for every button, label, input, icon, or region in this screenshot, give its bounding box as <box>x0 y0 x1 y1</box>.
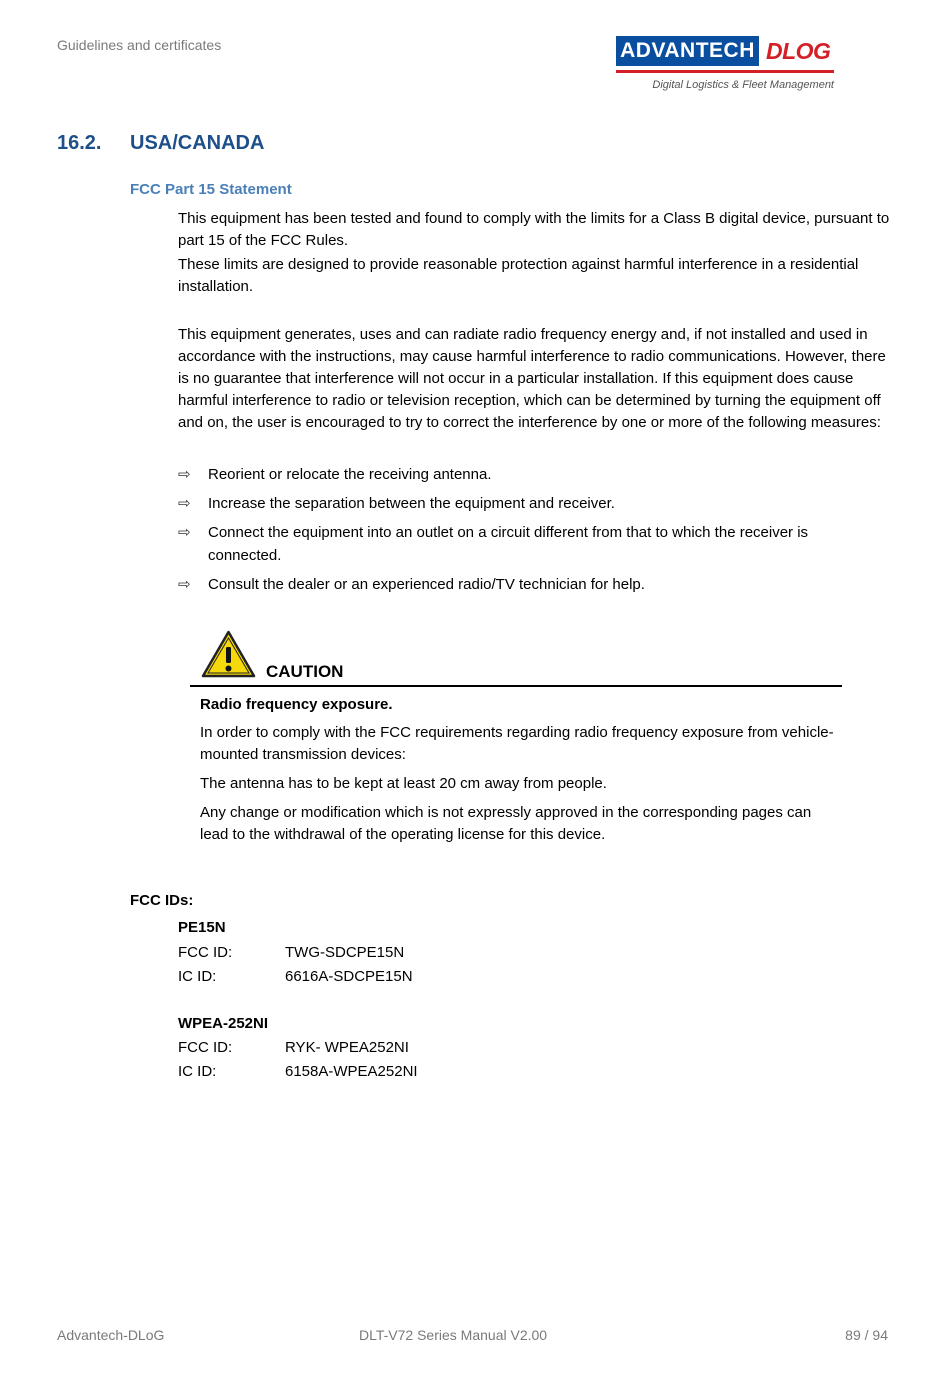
ic-id-value: 6616A-SDCPE15N <box>285 968 413 985</box>
list-item <box>178 521 878 567</box>
logo-tagline: Digital Logistics & Fleet Management <box>652 79 834 91</box>
section-title: USA/CANADA <box>130 132 265 154</box>
list-item-text: Reorient or relocate the receiving antenna. <box>208 466 492 483</box>
caution-line: In order to comply with the FCC requirements regarding radio frequency exposure from vehicle-mounted transmission devices: <box>200 724 834 763</box>
logo-brand: ADVANTECH <box>616 36 759 66</box>
footer-company: Advantech-DLoG <box>57 1327 165 1343</box>
subsection-heading: FCC Part 15 Statement <box>130 181 292 198</box>
ic-id-row <box>178 1063 418 1080</box>
caution-divider <box>190 685 842 687</box>
ic-id-row <box>178 968 413 985</box>
ic-id-value: 6158A-WPEA252NI <box>285 1063 418 1080</box>
caution-line: The antenna has to be kept at least 20 cm away from people. <box>200 775 607 792</box>
ic-id-label: IC ID: <box>178 1063 217 1080</box>
fcc-id-value: RYK- WPEA252NI <box>285 1039 409 1056</box>
paragraph: This equipment generates, uses and can radiate radio frequency energy and, if not installed and used in accordance with the instructions, may cause harmful interference to radio communications. However, there is no guarantee that interference will not occur in a particular installation. If this equipment does cause harmful interference to radio or television reception, which can be determined by turning the equipment off and on, the user is encouraged to try to correct the interference by one or more of the following measures: <box>178 326 886 431</box>
caution-title: CAUTION <box>266 662 344 681</box>
paragraph: These limits are designed to provide reasonable protection against harmful interference in a residential installation. <box>178 256 859 295</box>
device-name: PE15N <box>178 919 226 936</box>
arrow-bullet-icon: ⇨ <box>178 495 191 512</box>
list-item-text: Connect the equipment into an outlet on a circuit different from that to which the receiver is connected. <box>208 524 809 564</box>
section-number: 16.2. <box>57 132 102 154</box>
caution-line: Any change or modification which is not expressly approved in the corresponding pages can lead to the withdrawal of the operating license for this device. <box>200 804 812 843</box>
fcc-id-row <box>178 1039 409 1056</box>
list-item-text: Consult the dealer or an experienced radio/TV technician for help. <box>208 576 645 593</box>
fcc-ids-heading: FCC IDs: <box>130 892 194 909</box>
arrow-bullet-icon: ⇨ <box>178 576 191 593</box>
fcc-id-label: FCC ID: <box>178 1039 233 1056</box>
device-name: WPEA-252NI <box>178 1015 269 1032</box>
fcc-id-value: TWG-SDCPE15N <box>285 944 405 961</box>
company-logo <box>616 36 834 96</box>
caution-heading: Radio frequency exposure. <box>200 696 393 713</box>
list-item <box>178 492 878 515</box>
footer-page-number: 89 / 94 <box>845 1327 888 1343</box>
fcc-id-row <box>178 944 404 961</box>
arrow-bullet-icon: ⇨ <box>178 466 191 483</box>
logo-divider <box>616 70 834 73</box>
running-header: Guidelines and certificates <box>57 37 222 53</box>
footer-manual-title: DLT-V72 Series Manual V2.00 <box>359 1327 548 1343</box>
section-heading <box>57 132 264 155</box>
list-item <box>178 573 878 596</box>
list-item <box>178 463 878 486</box>
fcc-id-label: FCC ID: <box>178 944 233 961</box>
arrow-bullet-icon: ⇨ <box>178 524 191 541</box>
paragraph: This equipment has been tested and found to comply with the limits for a Class B digital device, pursuant to part 15 of the FCC Rules. <box>178 210 890 249</box>
list-item-text: Increase the separation between the equipment and receiver. <box>208 495 615 512</box>
logo-sub-brand: DLOG <box>766 38 831 64</box>
warning-triangle-icon <box>201 630 256 678</box>
ic-id-label: IC ID: <box>178 968 217 985</box>
